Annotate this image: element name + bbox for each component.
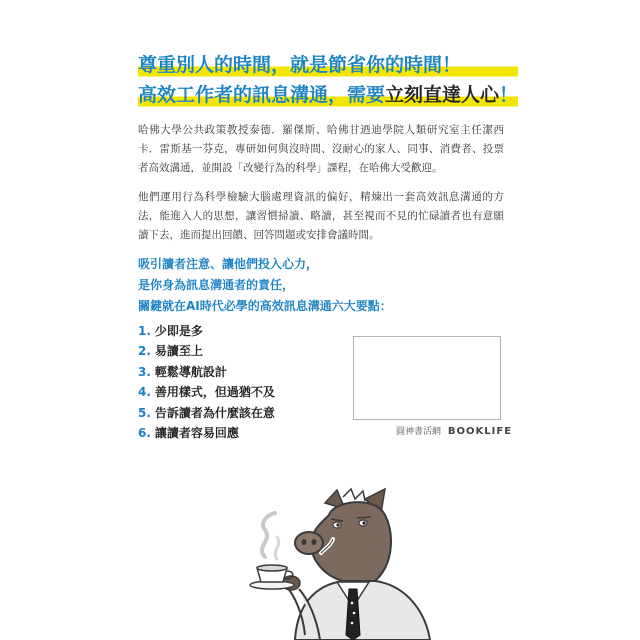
point-number: 3. — [138, 364, 151, 379]
headline-line-2 — [138, 80, 518, 110]
point-number: 6. — [138, 426, 151, 441]
headline — [138, 50, 518, 110]
publisher-brand: BOOKLIFE — [447, 426, 513, 437]
list-item — [138, 403, 275, 423]
description-paragraph-1: 哈佛大學公共政策教授泰德．羅傑斯、哈佛甘迺迪學院人類研究室主任潔西卡．雷斯基一芬克，專研如何與沒時間、沒耐心的家人、同事、消費者、投票者高效溝通，並開設「改變行為的科學」課程，在哈佛大受歡迎。 — [138, 124, 504, 174]
point-number: 1. — [138, 324, 151, 338]
point-text: 少即是多 — [154, 324, 203, 338]
headline-line-1: 尊重別人的時間，就是節省你的時間！ — [138, 50, 518, 80]
list-item — [138, 362, 275, 382]
point-number: 5. — [138, 405, 151, 420]
lead-line-1: 吸引讀者注意、讓他們投入心力， — [138, 257, 319, 271]
point-number: 2. — [138, 344, 151, 359]
lead-line-3: 關鍵就在AI時代必學的高效訊息溝通六大要點： — [138, 299, 392, 313]
point-text: 告訴讀者為什麼該在意 — [154, 405, 275, 420]
publisher-logo — [396, 424, 512, 437]
list-item — [138, 423, 275, 443]
lead-line-2: 是你身為訊息溝通者的責任， — [138, 278, 295, 292]
point-text: 輕鬆導航設計 — [154, 364, 227, 379]
barcode-placeholder-box — [353, 336, 501, 420]
list-item — [138, 382, 275, 402]
point-text: 易讀至上 — [154, 344, 203, 359]
lead-text — [138, 254, 392, 317]
description-paragraph-2: 他們運用行為科學檢驗大腦處理資訊的偏好，精煉出一套高效訊息溝通的方法，能進入人的思想，讓習慣掃讀、略讀，甚至視而不見的忙碌讀者也有意願讀下去，進而提出回饋、回答問題或安排會議時間。 — [138, 191, 504, 241]
key-points-list — [138, 321, 275, 443]
headline-line-2-a: 高效工作者的訊息溝通，需要 — [138, 84, 386, 106]
headline-line-2-c: ！ — [499, 84, 519, 106]
point-text: 讓讀者容易回應 — [154, 426, 239, 441]
boar-mascot-illustration — [225, 485, 440, 640]
point-text: 善用樣式，但過猶不及 — [154, 385, 275, 400]
publisher-label: 圓神書活網 — [396, 427, 442, 437]
point-number: 4. — [138, 385, 151, 400]
headline-line-2-accent: 立刻直達人心 — [385, 84, 500, 106]
list-item — [138, 321, 275, 341]
description — [138, 121, 504, 255]
list-item — [138, 341, 275, 361]
